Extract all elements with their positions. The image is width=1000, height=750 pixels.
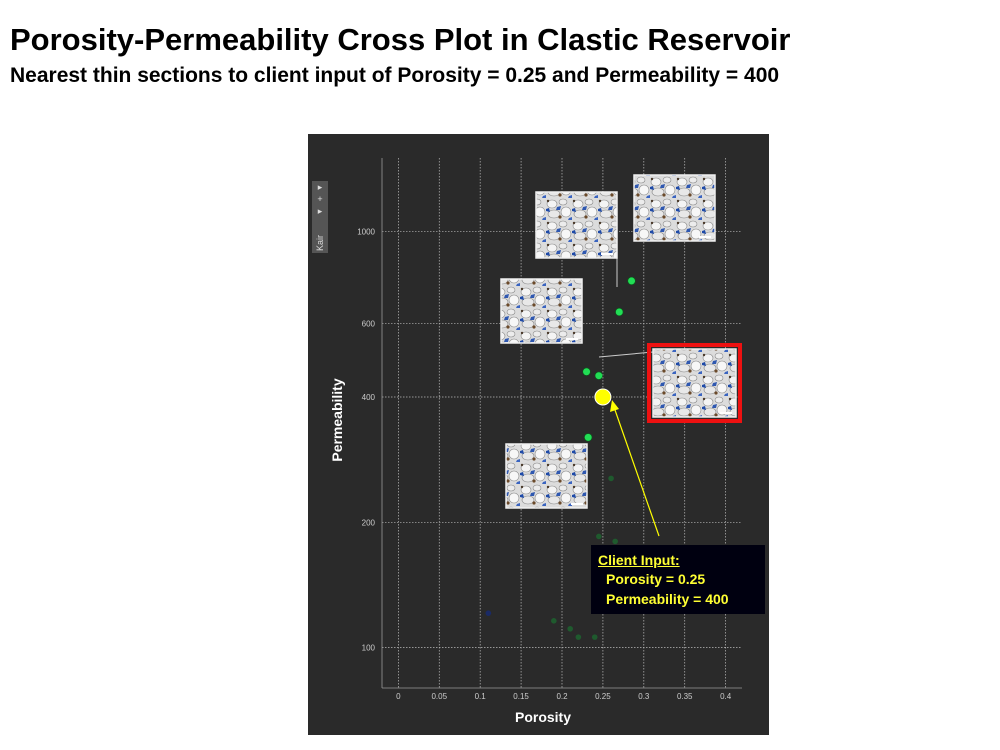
- thin-section-photo: [536, 192, 617, 258]
- x-tick-label: 0.25: [595, 692, 611, 701]
- thin-section-links: [599, 258, 653, 357]
- y-tick-label: 600: [361, 319, 375, 329]
- faded-point: [608, 476, 614, 482]
- callout-arrow-line: [615, 410, 659, 536]
- scale-bar: [571, 503, 583, 505]
- thin-section-2-image[interactable]: [536, 192, 617, 258]
- x-tick-label: 0.1: [474, 692, 486, 701]
- scale-bar: [699, 236, 711, 238]
- x-tick-label: 0.15: [513, 692, 529, 701]
- thin-section-photo: [634, 175, 715, 241]
- faded-point: [567, 626, 573, 632]
- x-tick-label: 0.3: [638, 692, 650, 701]
- y-tick-label: 100: [361, 643, 375, 653]
- x-tick-label: 0.2: [556, 692, 568, 701]
- faded-point: [612, 539, 618, 545]
- thin-section-3-image[interactable]: [501, 279, 582, 343]
- x-tick-label: 0.4: [720, 692, 732, 701]
- thin-section-connector: [599, 352, 653, 357]
- nearest-point: [628, 277, 636, 285]
- client-input-marker: [595, 389, 611, 405]
- y-tick-label: 1000: [357, 227, 375, 237]
- scale-bar: [566, 338, 578, 340]
- scale-label: Kair: [315, 234, 325, 251]
- scale-bar: [601, 253, 613, 255]
- nearest-points: [583, 277, 636, 441]
- nearest-point: [595, 372, 603, 380]
- thin-section-images: [501, 175, 740, 508]
- nearest-point: [584, 434, 592, 442]
- thin-section-4-image[interactable]: [649, 345, 740, 421]
- nearest-point: [615, 308, 623, 316]
- x-tick-label: 0.35: [676, 692, 693, 701]
- nearest-point: [583, 368, 591, 376]
- expand-button[interactable]: +: [317, 194, 323, 204]
- y-tick-label: 400: [361, 392, 375, 402]
- thin-section-photo: [501, 279, 582, 343]
- client-input-callout: [591, 545, 765, 614]
- callout-arrowhead: [610, 400, 619, 412]
- faded-point: [486, 610, 492, 616]
- thin-section-1-image[interactable]: [634, 175, 715, 241]
- y-axis-title: Permeability: [329, 378, 345, 462]
- page-title: Porosity-Permeability Cross Plot in Clastic Reservoir: [10, 22, 791, 57]
- scale-arrow-icon[interactable]: ▸: [317, 206, 323, 216]
- thin-section-photo: [506, 444, 587, 508]
- x-tick-label: 0: [396, 692, 401, 701]
- x-tick-label: 0.05: [431, 692, 448, 701]
- faded-point: [576, 634, 582, 640]
- client-input-permeability: Permeability = 400: [606, 591, 729, 607]
- collapse-arrow-icon[interactable]: ▸: [317, 182, 323, 192]
- page-subtitle: Nearest thin sections to client input of Porosity = 0.25 and Permeability = 400: [10, 64, 780, 87]
- faded-point: [596, 534, 602, 540]
- x-axis-title: Porosity: [514, 709, 572, 725]
- thin-section-photo: [653, 349, 736, 417]
- thin-section-5-image[interactable]: [506, 444, 587, 508]
- client-input-porosity: Porosity = 0.25: [606, 571, 706, 587]
- client-input-header: Client Input:: [598, 552, 680, 568]
- scale-bar: [720, 412, 732, 414]
- y-tick-label: 200: [361, 518, 375, 528]
- faded-point: [551, 618, 557, 624]
- client-input-marker-group: [595, 389, 611, 405]
- faded-point: [592, 634, 598, 640]
